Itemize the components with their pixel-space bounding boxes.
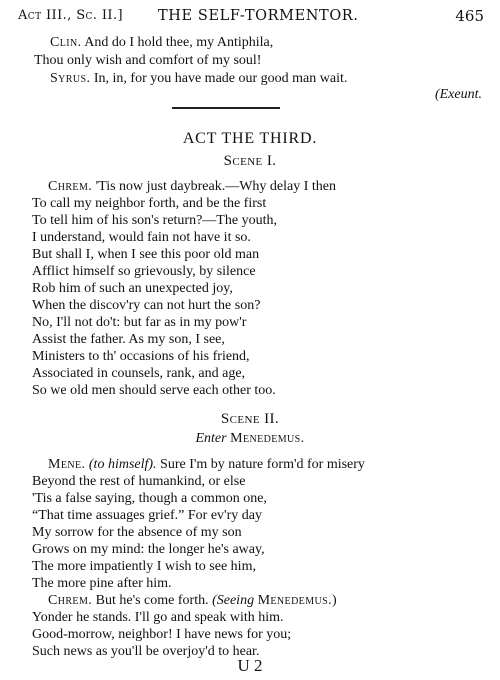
stage-direction-exeunt: (Exeunt. <box>434 87 482 102</box>
verse-line: The more impatiently I wish to see him, <box>32 559 256 574</box>
verse-line: Thou only wish and comfort of my soul! <box>34 53 262 68</box>
aside-direction: (to himself). <box>88 457 157 472</box>
scene-title: Scene II. <box>220 411 280 427</box>
verse-line: No, I'll not do't: but far as in my pow'r <box>32 315 247 330</box>
speaker-name: Clin. <box>50 35 82 50</box>
speaker-name: Chrem. <box>48 593 93 608</box>
verse-text: In, in, for you have made our good man wait. <box>93 71 348 86</box>
section-divider <box>172 107 280 109</box>
verse-line: 'Tis a false saying, though a common one, <box>32 491 267 506</box>
speaker-name: Chrem. <box>48 179 93 194</box>
verse-line: Ministers to th' occasions of his friend, <box>32 349 250 364</box>
verse-text: And do I hold thee, my Antiphila, <box>84 35 274 50</box>
verse-line: Assist the father. As my son, I see, <box>32 332 225 347</box>
verse-line: Rob him of such an unexpected joy, <box>32 281 233 296</box>
verse-line: So we old men should serve each other too. <box>32 383 276 398</box>
enter-word: Enter <box>195 431 227 446</box>
speaker-name: Syrus. <box>50 71 91 86</box>
character-name: Menedemus.) <box>257 593 338 608</box>
verse-line <box>48 456 365 474</box>
stage-direction-enter <box>0 430 500 448</box>
verse-line: Good-morrow, neighbor! I have news for you; <box>32 627 292 642</box>
verse-line <box>48 178 336 196</box>
verse-line: Yonder he stands. I'll go and speak with him. <box>32 610 284 625</box>
speaker-name: Mene. <box>48 457 86 472</box>
book-title: THE SELF-TORMENTOR. <box>158 8 359 24</box>
verse-text: Sure I'm by nature form'd for misery <box>160 457 365 472</box>
verse-line: To call my neighbor forth, and be the first <box>32 196 267 211</box>
verse-text: 'Tis now just daybreak.—Why delay I then <box>95 179 336 194</box>
page-number: 465 <box>455 7 484 25</box>
stage-direction: (Seeing <box>212 593 255 608</box>
verse-text: But he's come forth. <box>95 593 209 608</box>
verse-line: I understand, would fain not have it so. <box>32 230 251 245</box>
verse-line: Afflict himself so grievously, by silence <box>32 264 256 279</box>
verse-line: When the discov'ry can not hurt the son? <box>32 298 261 313</box>
verse-line <box>50 70 347 88</box>
verse-line: The more pine after him. <box>32 576 172 591</box>
act-title: ACT THE THIRD. <box>182 130 318 147</box>
printer-signature: U 2 <box>237 656 263 675</box>
verse-line: Associated in counsels, rank, and age, <box>32 366 246 381</box>
character-name: Menedemus. <box>230 431 305 446</box>
act-scene-reference: Act III., Sc. II.] <box>18 8 123 23</box>
verse-line: “That time assuages grief.” For ev'ry day <box>32 508 262 523</box>
verse-line: But shall I, when I see this poor old man <box>32 247 260 262</box>
verse-line: My sorrow for the absence of my son <box>32 525 242 540</box>
verse-line <box>48 592 337 610</box>
verse-line: To tell him of his son's return?—The youth, <box>32 213 277 228</box>
verse-line: Such news as you'll be overjoy'd to hear. <box>32 644 260 659</box>
verse-line: Beyond the rest of humankind, or else <box>32 474 246 489</box>
scene-title: Scene I. <box>223 153 277 169</box>
verse-line: Grows on my mind: the longer he's away, <box>32 542 265 557</box>
verse-line <box>50 34 273 52</box>
running-header <box>18 6 484 26</box>
